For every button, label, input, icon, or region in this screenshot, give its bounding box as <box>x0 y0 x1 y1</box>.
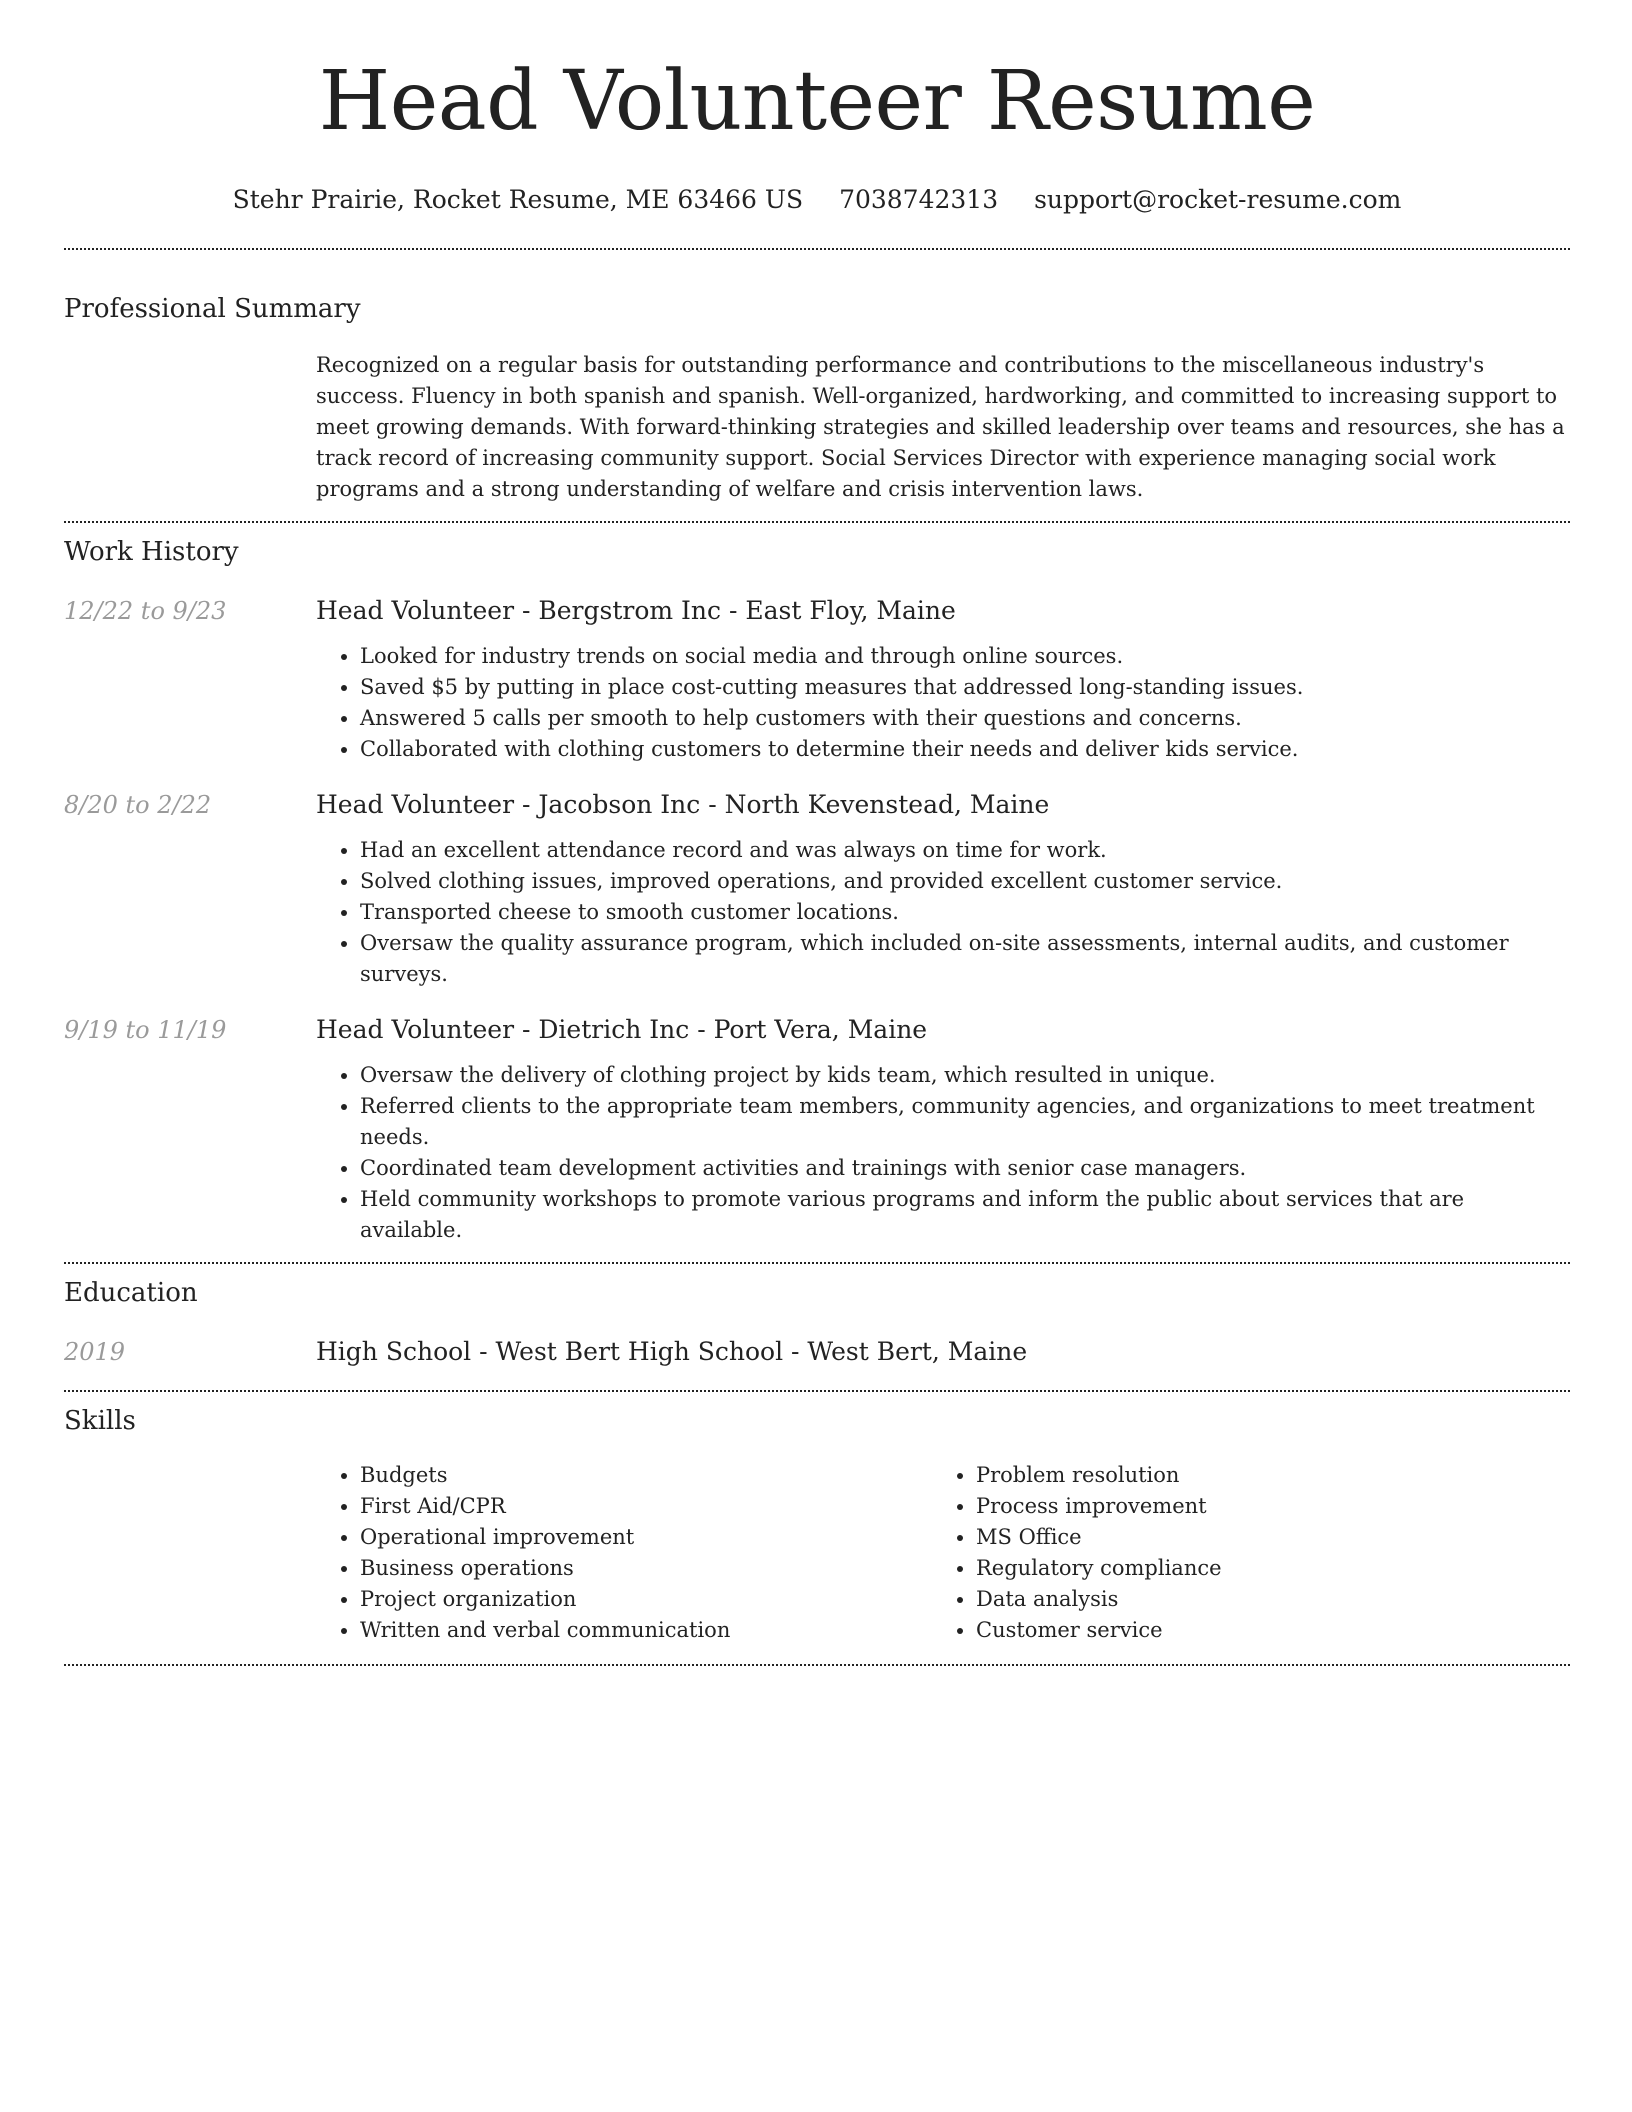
entry-title: Head Volunteer - Jacobson Inc - North Kevenstead, Maine <box>316 790 1050 819</box>
skill-item: • Regulatory compliance <box>976 1553 1476 1584</box>
entry-body <box>316 1014 1570 1246</box>
bullet-item: • Transported cheese to smooth customer locations. <box>360 897 1570 928</box>
section-education <box>64 1264 1570 1390</box>
section-summary <box>64 250 1570 521</box>
skill-item: • Project organization <box>360 1584 932 1615</box>
bullet-item: • Oversaw the quality assurance program, which included on-site assessments, internal audits, and customer surveys. <box>360 928 1570 990</box>
work-entry <box>64 1014 1570 1246</box>
section-skills <box>64 1392 1570 1664</box>
skills-list-right <box>932 1460 1476 1646</box>
entry-body <box>316 1336 1570 1368</box>
section-title-skills: Skills <box>64 1406 136 1436</box>
skill-item: • Operational improvement <box>360 1522 932 1553</box>
section-title-education: Education <box>64 1278 198 1308</box>
skill-item: • Budgets <box>360 1460 932 1491</box>
bullet-item: • Coordinated team development activities and trainings with senior case managers. <box>360 1153 1570 1184</box>
section-work-history <box>64 523 1570 1262</box>
bullet-item: • Had an excellent attendance record and was always on time for work. <box>360 835 1570 866</box>
entry-dates: 8/20 to 2/22 <box>64 791 212 819</box>
work-entry <box>64 595 1570 765</box>
skill-item: • Written and verbal communication <box>360 1615 932 1646</box>
entry-bullets <box>316 835 1570 990</box>
bullet-item: • Looked for industry trends on social media and through online sources. <box>360 641 1570 672</box>
entry-bullets <box>316 641 1570 765</box>
bullet-item: • Referred clients to the appropriate team members, community agencies, and organizations to meet treatment needs. <box>360 1091 1570 1153</box>
skill-item: • Customer service <box>976 1615 1476 1646</box>
skills-columns <box>316 1460 1570 1664</box>
bullet-item: • Answered 5 calls per smooth to help customers with their questions and concerns. <box>360 703 1570 734</box>
skill-item: • Process improvement <box>976 1491 1476 1522</box>
entry-bullets <box>316 1060 1570 1246</box>
education-entry <box>64 1336 1570 1368</box>
bullet-item: • Solved clothing issues, improved operations, and provided excellent customer service. <box>360 866 1570 897</box>
entry-title: High School - West Bert High School - West Bert, Maine <box>316 1337 1028 1366</box>
contact-address: Stehr Prairie, Rocket Resume, ME 63466 US <box>232 185 804 214</box>
contact-email: support@rocket-resume.com <box>1034 185 1402 214</box>
skills-list-left <box>316 1460 932 1646</box>
contact-phone: 7038742313 <box>839 185 999 214</box>
section-title-summary: Professional Summary <box>64 294 361 324</box>
entry-dates: 9/19 to 11/19 <box>64 1016 227 1044</box>
work-entry <box>64 789 1570 990</box>
bullet-item: • Collaborated with clothing customers to determine their needs and deliver kids service. <box>360 734 1570 765</box>
entry-dates: 2019 <box>64 1338 126 1366</box>
bullet-item: • Oversaw the delivery of clothing project by kids team, which resulted in unique. <box>360 1060 1570 1091</box>
bullet-item: • Saved $5 by putting in place cost-cutting measures that addressed long-standing issues. <box>360 672 1570 703</box>
summary-text: Recognized on a regular basis for outstanding performance and contributions to the miscellaneous industry's success. Fluency in both spanish and spanish. Well-organized, hardworking, and committed to increasing support to meet growing demands. With forward-thinking strategies and skilled leadership over teams and resources, she has a track record of increasing community support. Social Services Director with experience managing social work programs and a strong understanding of welfare and crisis intervention laws. <box>316 353 1565 501</box>
divider <box>64 1664 1570 1666</box>
entry-title: Head Volunteer - Dietrich Inc - Port Vera, Maine <box>316 1015 928 1044</box>
skill-item: • Data analysis <box>976 1584 1476 1615</box>
skill-item: • Problem resolution <box>976 1460 1476 1491</box>
bullet-item: • Held community workshops to promote various programs and inform the public about services that are available. <box>360 1184 1570 1246</box>
entry-body <box>316 789 1570 990</box>
entry-title: Head Volunteer - Bergstrom Inc - East Floy, Maine <box>316 596 956 625</box>
entry-dates: 12/22 to 9/23 <box>64 597 227 625</box>
entry-body <box>316 595 1570 765</box>
skill-item: • Business operations <box>360 1553 932 1584</box>
resume-page <box>64 0 1570 1666</box>
resume-title: Head Volunteer Resume <box>318 54 1316 149</box>
skill-item: • First Aid/CPR <box>360 1491 932 1522</box>
section-title-work: Work History <box>64 537 239 567</box>
contact-line <box>64 184 1570 216</box>
skill-item: • MS Office <box>976 1522 1476 1553</box>
